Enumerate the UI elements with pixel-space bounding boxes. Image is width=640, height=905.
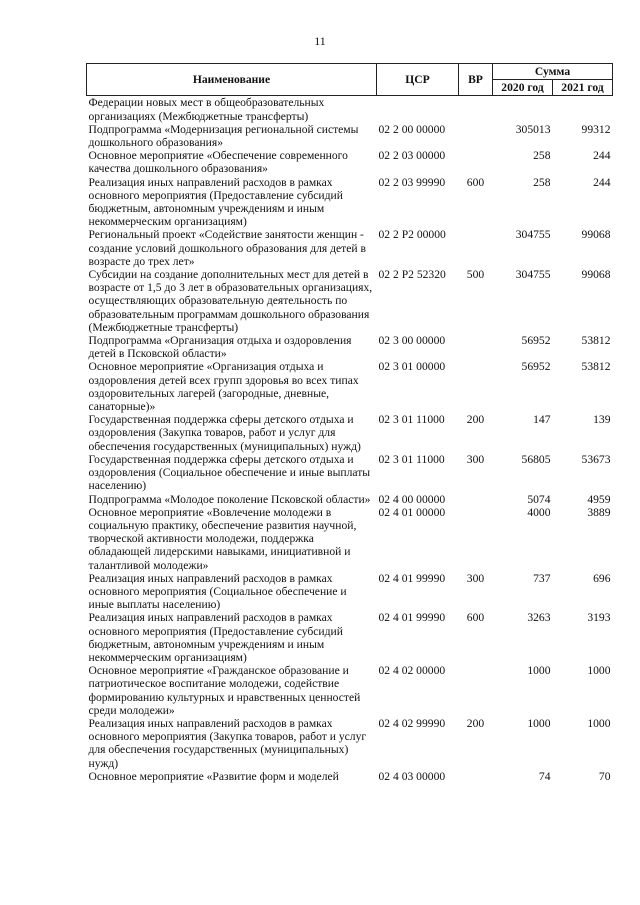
row-name: Субсидии на создание дополнительных мест для детей в возрасте от 1,5 до 3 лет в образовательных организациях, осуществляющих образовательную деятельность по образовательным программам дошкольного образования (Межбюджетные трансферты) (88, 268, 373, 334)
row-sum-2020: 304755 (515, 228, 551, 242)
table-row (87, 176, 613, 229)
row-sum-2020: 1000 (527, 664, 551, 678)
row-vr: 300 (466, 452, 485, 466)
row-csr: 02 4 00 00000 (378, 492, 446, 506)
header-year-2020: 2020 год (493, 80, 553, 96)
row-csr: 02 3 01 00000 (378, 360, 446, 374)
row-sum-2020: 74 (538, 769, 551, 783)
row-sum-2020: 56805 (521, 452, 551, 466)
row-vr: 300 (466, 571, 485, 585)
row-name: Подпрограмма «Молодое поколение Псковской области» (88, 492, 371, 506)
row-csr: 02 4 02 00000 (378, 664, 446, 678)
row-name: Реализация иных направлений расходов в рамках основного мероприятия (Закупка товаров, работ и услуг для обеспечения государственных (муниципальных) нужд) (88, 716, 367, 770)
row-vr (459, 149, 493, 175)
row-name: Основное мероприятие «Вовлечение молодежи в социальную практику, обеспечение развития научной, творческой активности молодежи, поддержка обладающей лидерскими навыками, инициативной и талантливой молодежи» (88, 505, 357, 572)
table-row (87, 493, 613, 506)
row-name: Реализация иных направлений расходов в рамках основного мероприятия (Предоставление субсидий бюджетным, автономным учреждениям и иным некоммерческим организациям) (88, 611, 343, 664)
row-name: Региональный проект «Содействие занятости женщин - создание условий дошкольного образования для детей в возрасте до трех лет» (88, 228, 366, 268)
row-sum-2021: 53812 (581, 334, 611, 348)
row-name: Подпрограмма «Модернизация региональной системы дошкольного образования» (88, 122, 359, 150)
table-body (87, 96, 613, 783)
table-row (87, 611, 613, 664)
table-row (87, 413, 613, 453)
header-vr: ВР (459, 64, 493, 96)
row-csr: 02 3 01 11000 (378, 452, 445, 466)
row-name: Основное мероприятие «Гражданское образование и патриотическое воспитание молодежи, содействие формированию культурных и нравственных ценностей среди молодежи» (88, 664, 361, 717)
header-year-2021: 2021 год (553, 80, 613, 96)
row-vr (459, 770, 493, 783)
table-row (87, 334, 613, 360)
row-sum-2020: 305013 (515, 122, 551, 136)
header-name: Наименование (87, 64, 377, 96)
row-csr: 02 2 03 00000 (378, 149, 446, 163)
row-vr: 200 (466, 716, 485, 730)
row-sum-2020: 56952 (521, 334, 551, 348)
row-sum-2020: 147 (533, 413, 551, 427)
row-sum-2021: 53812 (581, 360, 611, 374)
row-name: Подпрограмма «Организация отдыха и оздоровления детей в Псковской области» (88, 334, 352, 361)
budget-table (86, 63, 613, 783)
row-sum-2020: 56952 (521, 360, 551, 374)
row-vr: 600 (466, 611, 485, 625)
row-sum-2021: 99312 (581, 122, 611, 136)
row-vr (459, 506, 493, 572)
row-csr: 02 4 01 99990 (378, 571, 446, 585)
row-name: Основное мероприятие «Организация отдыха и оздоровления детей всех групп здоровья во всех типах оздоровительных лагерей (загородные, дневные, санаторные)» (88, 360, 359, 414)
row-vr (459, 493, 493, 506)
row-sum-2020: 3263 (527, 611, 551, 625)
row-sum-2020: 258 (533, 175, 551, 189)
row-vr (459, 96, 493, 123)
table-row (87, 228, 613, 268)
row-csr (377, 96, 459, 123)
row-sum-2021: 70 (598, 769, 611, 783)
row-sum-2020 (493, 96, 553, 123)
table-row (87, 717, 613, 770)
table-header (87, 64, 613, 96)
row-sum-2020: 304755 (515, 268, 551, 282)
row-vr: 500 (466, 268, 485, 282)
row-sum-2021: 3193 (587, 611, 611, 625)
row-sum-2021: 1000 (587, 716, 611, 730)
table-row (87, 506, 613, 572)
row-sum-2020: 5074 (527, 492, 551, 506)
row-vr (459, 228, 493, 268)
row-csr: 02 4 01 00000 (378, 505, 446, 519)
row-sum-2021: 99068 (581, 228, 611, 242)
row-name: Государственная поддержка сферы детского отдыха и оздоровления (Закупка товаров, работ и услуг для обеспечения государственных (муниципальных) нужд) (88, 413, 361, 453)
row-csr: 02 4 01 99990 (378, 611, 446, 625)
row-name: Основное мероприятие «Развитие форм и моделей (88, 769, 339, 783)
table-row (87, 360, 613, 413)
row-name: Федерации новых мест в общеобразовательных организациях (Межбюджетные трансферты) (88, 96, 325, 123)
row-name: Основное мероприятие «Обеспечение современного качества дошкольного образования» (88, 149, 348, 176)
row-sum-2021: 4959 (587, 492, 611, 506)
page-number: 11 (314, 34, 326, 48)
row-vr: 200 (466, 413, 485, 427)
row-csr: 02 3 00 00000 (378, 334, 446, 348)
row-csr: 02 4 02 99990 (378, 716, 446, 730)
table-row (87, 123, 613, 149)
row-sum-2021: 244 (593, 149, 611, 163)
row-sum-2020: 1000 (527, 716, 551, 730)
row-vr (459, 360, 493, 413)
table-row (87, 96, 613, 123)
row-sum-2020: 4000 (527, 505, 551, 519)
row-sum-2021: 99068 (581, 268, 611, 282)
row-csr: 02 2 P2 52320 (378, 268, 446, 282)
row-csr: 02 2 P2 00000 (378, 228, 446, 242)
table-row (87, 149, 613, 175)
table-row (87, 572, 613, 612)
table-row (87, 453, 613, 493)
row-vr (459, 334, 493, 360)
table-row (87, 664, 613, 717)
row-name: Государственная поддержка сферы детского отдыха и оздоровления (Социальное обеспечение и иные выплаты населению) (88, 452, 371, 493)
row-sum-2020: 258 (533, 149, 551, 163)
table-row (87, 268, 613, 334)
row-name: Реализация иных направлений расходов в рамках основного мероприятия (Социальное обеспечение и иные выплаты населению) (88, 571, 347, 612)
row-sum-2021: 244 (593, 175, 611, 189)
row-csr: 02 2 03 99990 (378, 175, 446, 189)
header-csr: ЦСР (377, 64, 459, 96)
row-vr: 600 (466, 175, 485, 189)
row-vr (459, 664, 493, 717)
row-sum-2021: 1000 (587, 664, 611, 678)
row-csr: 02 4 03 00000 (378, 769, 446, 783)
row-csr: 02 2 00 00000 (378, 122, 446, 136)
row-name: Реализация иных направлений расходов в рамках основного мероприятия (Предоставление субсидий бюджетным, автономным учреждениям и иным некоммерческим организациям) (88, 175, 343, 229)
header-sum: Сумма (493, 64, 613, 80)
row-sum-2020: 737 (533, 571, 551, 585)
row-sum-2021: 139 (593, 413, 611, 427)
row-sum-2021: 696 (593, 571, 611, 585)
table-row (87, 770, 613, 783)
row-sum-2021 (553, 96, 613, 123)
row-csr: 02 3 01 11000 (378, 413, 445, 427)
row-sum-2021: 3889 (587, 505, 611, 519)
row-sum-2021: 53673 (581, 452, 611, 466)
row-vr (459, 123, 493, 149)
